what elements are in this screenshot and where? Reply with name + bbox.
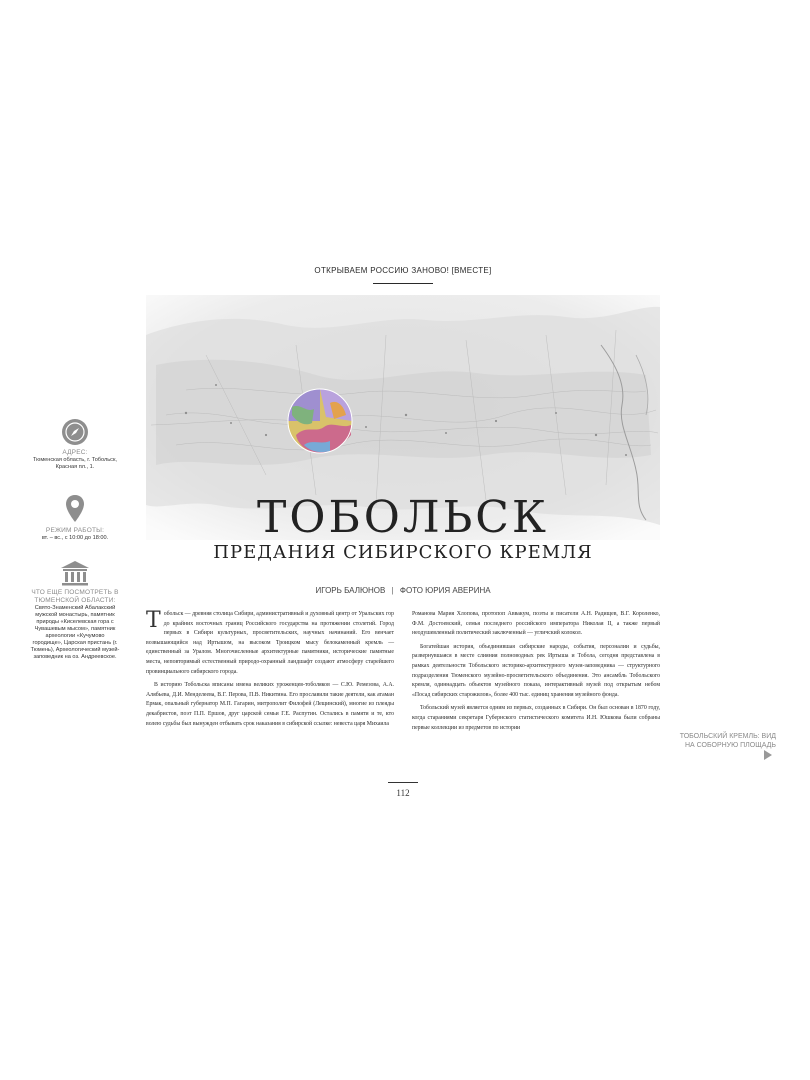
triangle-right-icon xyxy=(764,750,772,760)
address-title: АДРЕС: xyxy=(62,449,88,456)
hours-block xyxy=(30,494,120,542)
highlight-region-circle xyxy=(288,389,352,453)
paragraph xyxy=(146,610,394,677)
drop-cap: Т xyxy=(146,608,161,633)
article-subtitle: ПРЕДАНИЯ СИБИРСКОГО КРЕМЛЯ xyxy=(213,542,593,563)
byline-separator: | xyxy=(391,586,394,595)
kicker-rule xyxy=(373,283,433,284)
article-byline xyxy=(146,586,660,595)
paragraph: Романова Мария Хлопова, протопоп Аввакум, поэты и писатели А.Н. Радищев, В.Г. Короленко, Ф.М. Достоевский, семья последнего российского императора Николая II, а также первый неодушевленный политический заключенный — угличский колокол. xyxy=(412,611,660,637)
see-also-title: ЧТО ЕЩЕ ПОСМОТРЕТЬ В ТЮМЕНСКОЙ ОБЛАСТИ: xyxy=(31,589,119,604)
page-number-rule xyxy=(388,782,418,783)
paragraph: Богатейшая история, объединившая сибирские народы, события, персоналии и судьбы, развернувшаяся в месте слияния полноводных рек Иртыша и Тобола, сегодня представлена в рамках деятельности Тобольского историко-архитектурного музея-заповедника — структурного подразделения Тюменского музейно-просветительского объединения. Это ансамбль Тобольского кремля, одиннадцать объектов музейного показа, интерактивный музей под открытым небом «Посад сибирских старожилов», более 400 тыс. единиц хранения музейного фонда. xyxy=(412,643,660,698)
page-kicker: ОТКРЫВАЕМ РОССИЮ ЗАНОВО! [ВМЕСТЕ] xyxy=(314,266,492,275)
page-number: 112 xyxy=(396,788,410,798)
hours-title: РЕЖИМ РАБОТЫ: xyxy=(45,527,105,534)
author-name: ИГОРЬ БАЛЮНОВ xyxy=(315,586,386,595)
left-column xyxy=(146,610,394,733)
address-text: Тюменская область, г. Тобольск, Красная пл., 1. xyxy=(33,457,117,470)
compass-icon xyxy=(61,418,89,446)
see-also-text: Свято-Знаменский Абалакский мужской монастырь, памятник природы «Киселевская гора с Чувашевым мысом», памятник археологии «Кучумово городище», Царская пристань (г. Тюмень), Археологический музей-заповедник на оз. Андреевское. xyxy=(30,605,120,660)
article-body xyxy=(146,610,660,780)
see-also-block xyxy=(30,560,120,661)
paragraph: В историю Тобольска вписаны имена великих уроженцев-тоболяков — С.Ю. Ремезова, А.А. Алябьева, Д.И. Менделеева, В.Г. Перова, П.В. Никитина. Его прославили такие деятели, как атаман Ермак, опальный губернатор М.П. Гагарин, митрополит Филофей (Лещинский), многие из плеяды декабристов, поэт П.П. Ершов, друг царской семьи Г.Е. Распутин. Остались в памяти и те, кто волею судьбы был вынужден отбывать срок наказания в сибирской ссылке: невеста царя Михаила xyxy=(146,682,394,727)
location-pin-icon xyxy=(65,494,85,524)
museum-building-icon xyxy=(60,560,90,586)
hours-text: вт. – вс., с 10:00 до 18:00. xyxy=(41,535,109,541)
right-column xyxy=(412,610,660,737)
magazine-page xyxy=(146,266,660,804)
paragraph: Тобольский музей является одним из первых, созданных в Сибири. Он был основан в 1870 году, когда стараниями секретаря Губернского статистического комитета И.Н. Юшкова были собраны первые коллекции из предметов по истории xyxy=(412,705,660,731)
photo-credit: ФОТО ЮРИЯ АВЕРИНА xyxy=(399,586,491,595)
photo-caption: ТОБОЛЬСКИЙ КРЕМЛЬ: ВИД НА СОБОРНУЮ ПЛОЩАДЬ xyxy=(679,733,776,749)
address-block xyxy=(30,418,120,471)
article-title: ТОБОЛЬСК xyxy=(257,492,549,543)
paragraph-text: обольск — древняя столица Сибири, административный и духовный центр от Уральских гор до крайних восточных границ Российского государства на протяжении столетий. Город первых в Сибири культурных, просветительских, научных начинаний. Его венчает возвышающийся над Иртышом, на высоком Троицком мысу белокаменный кремль — единственный за Уралом. Многочисленные архитектурные памятники, исторические памятные места, неповторимый естественный природо-охранный ландшафт создают атмосферу старейшего провинциального сибирского города. xyxy=(146,611,394,675)
